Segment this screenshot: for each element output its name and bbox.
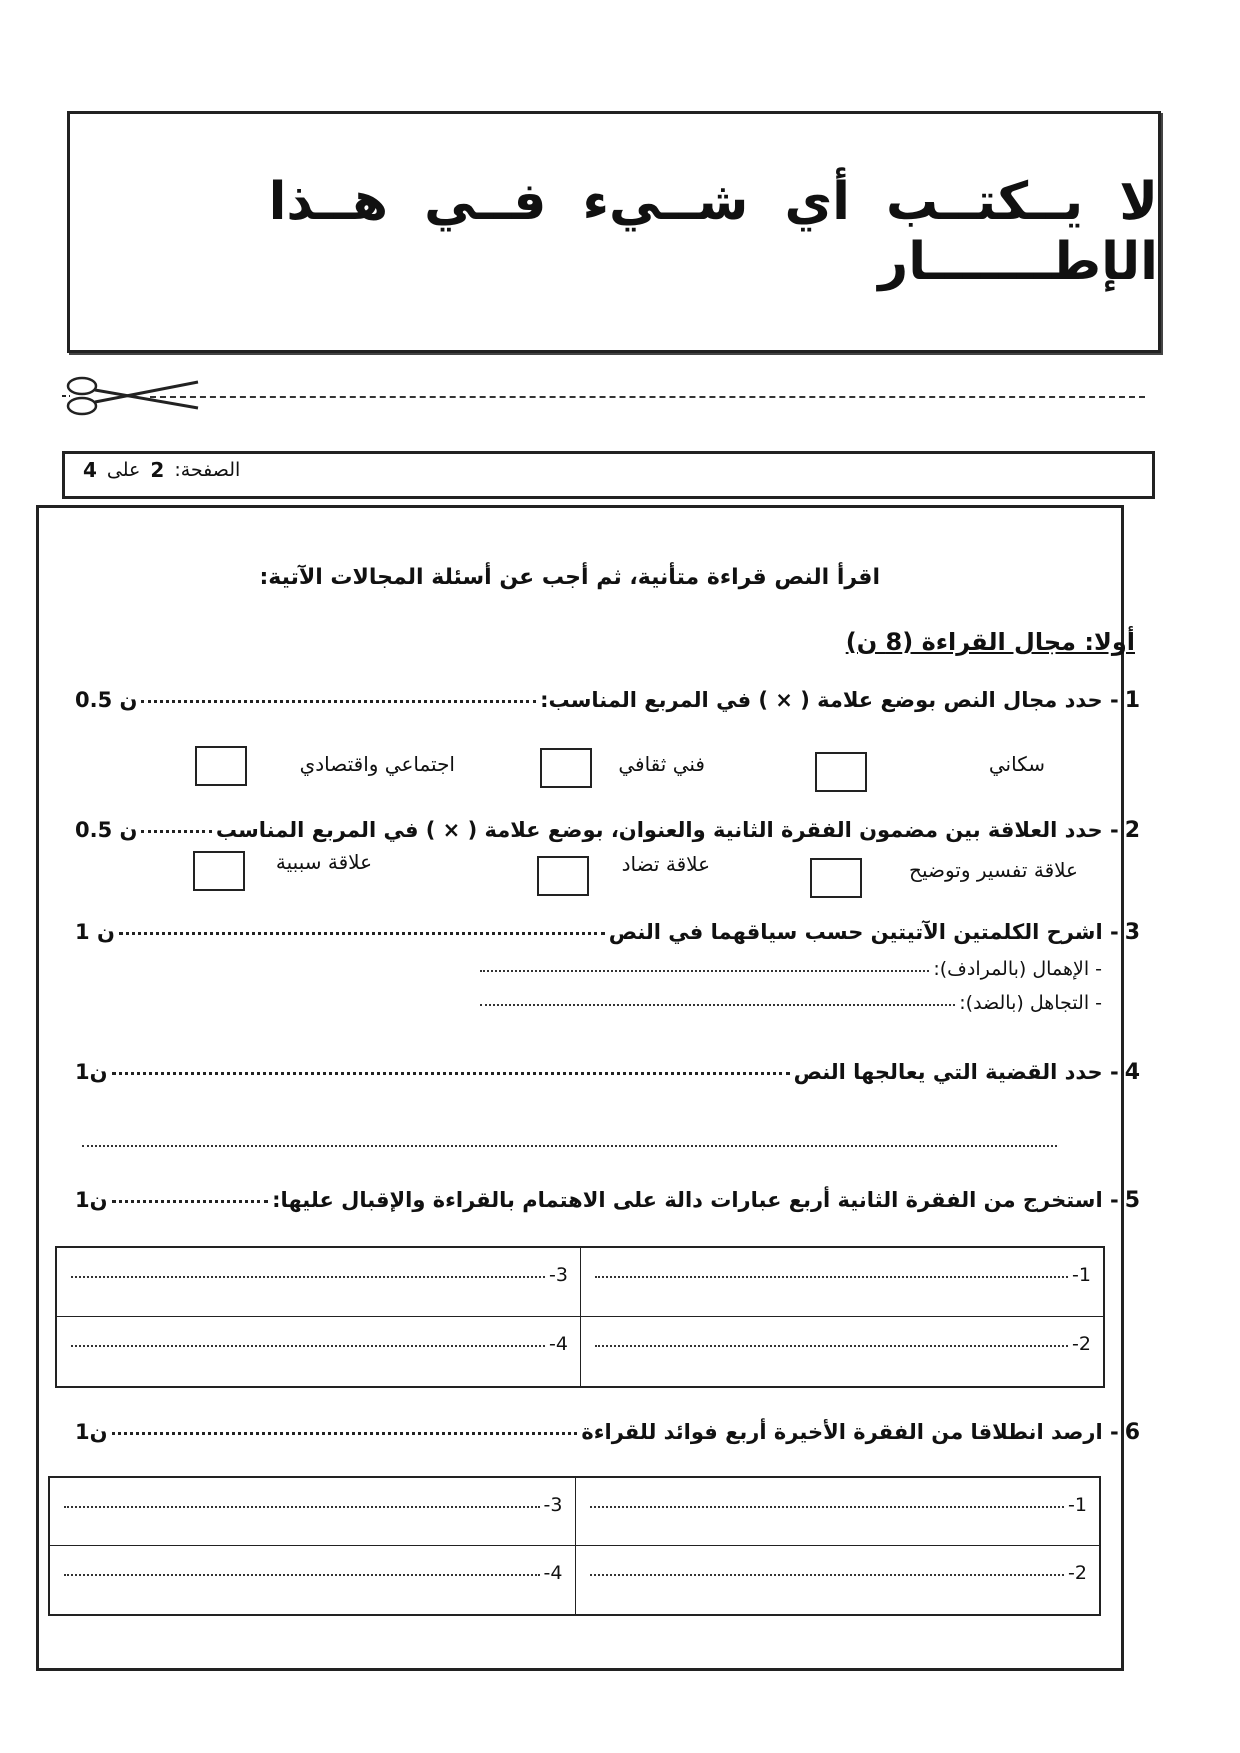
question-4-text: - حدد القضية التي يعالجها النص <box>793 1060 1119 1084</box>
q3-item-1 <box>480 958 1102 980</box>
q3-item-1-label: - الإهمال (بالمرادف): <box>933 958 1102 980</box>
q2-checkbox-2[interactable] <box>537 856 589 896</box>
question-1-number: 1 <box>1124 688 1140 713</box>
q5-cell-4[interactable] <box>57 1317 580 1386</box>
instructions: اقرأ النص قراءة متأنية، ثم أجب عن أسئلة المجالات الآتية: <box>259 565 880 590</box>
q5-cell-2-dots <box>595 1345 1068 1347</box>
q2-option-3: علاقة سببية <box>275 850 372 874</box>
q5-cell-1-number: -1 <box>1072 1264 1091 1286</box>
question-2-text: - حدد العلاقة بين مضمون الفقرة الثانية والعنوان، بوضع علامة ( × ) في المربع المناسب <box>215 818 1119 842</box>
page-number-strip <box>62 451 1155 499</box>
q5-cell-3-dots <box>71 1276 545 1278</box>
q5-cell-2-number: -2 <box>1072 1333 1091 1355</box>
q1-checkbox-3[interactable] <box>195 746 247 786</box>
q6-cell-4-dots <box>64 1574 540 1576</box>
q1-option-3: اجتماعي واقتصادي <box>299 752 455 776</box>
question-1-dots <box>141 700 536 703</box>
q2-option-2: علاقة تضاد <box>621 852 710 876</box>
q6-cell-3-dots <box>64 1506 540 1508</box>
page-total: 4 <box>83 458 97 482</box>
q1-option-2: فني ثقافي <box>618 752 705 776</box>
question-5 <box>75 1188 1140 1213</box>
q5-cell-2[interactable] <box>580 1317 1103 1386</box>
cut-line <box>150 396 1145 398</box>
question-6 <box>75 1420 1140 1445</box>
q3-item-2-label: - التجاهل (بالضد): <box>959 992 1102 1014</box>
question-2-points: 0.5 ن <box>75 818 138 842</box>
q6-cell-1-number: -1 <box>1068 1494 1087 1516</box>
q5-cell-4-dots <box>71 1345 545 1347</box>
q2-checkbox-3[interactable] <box>193 851 245 891</box>
q6-cell-4[interactable] <box>50 1546 575 1614</box>
q6-cell-3-number: -3 <box>543 1494 563 1516</box>
question-4-dots <box>112 1072 790 1075</box>
q2-option-1: علاقة تفسير وتوضيح <box>909 858 1078 882</box>
page-of-label: على <box>106 459 141 481</box>
question-6-number: 6 <box>1124 1420 1140 1445</box>
question-4-points: 1ن <box>75 1060 108 1084</box>
q1-option-1: سكاني <box>988 752 1045 776</box>
question-2 <box>75 818 1140 843</box>
question-3-dots <box>119 932 605 935</box>
q6-cell-2-dots <box>590 1574 1065 1576</box>
q1-checkbox-1[interactable] <box>815 752 867 792</box>
q6-cell-1[interactable] <box>575 1478 1100 1546</box>
q6-cell-2[interactable] <box>575 1546 1100 1614</box>
question-5-points: 1ن <box>75 1188 108 1212</box>
question-6-points: 1ن <box>75 1420 108 1444</box>
q6-cell-4-number: -4 <box>543 1562 563 1584</box>
page-indicator <box>83 458 240 482</box>
question-6-dots <box>112 1432 578 1435</box>
question-6-text: - ارصد انطلاقا من الفقرة الأخيرة أربع فوائد للقراءة <box>581 1420 1119 1444</box>
q2-checkbox-1[interactable] <box>810 858 862 898</box>
q6-answer-table <box>48 1476 1101 1616</box>
q5-cell-3-number: -3 <box>549 1264 568 1286</box>
q4-answer-line[interactable] <box>82 1145 1057 1147</box>
q1-checkbox-2[interactable] <box>540 748 592 788</box>
question-4-number: 4 <box>1124 1060 1140 1085</box>
q6-cell-3[interactable] <box>50 1478 575 1546</box>
section-title: أولا: مجال القراءة (8 ن) <box>845 628 1135 656</box>
question-5-number: 5 <box>1124 1188 1140 1213</box>
do-not-write-frame <box>67 111 1161 353</box>
q5-cell-1-dots <box>595 1276 1068 1278</box>
question-1-text: - حدد مجال النص بوضع علامة ( × ) في المربع المناسب: <box>540 688 1119 712</box>
question-2-dots <box>141 830 211 833</box>
q3-item-2 <box>480 992 1102 1014</box>
question-3-text: - اشرح الكلمتين الآتيتين حسب سياقهما في النص <box>608 920 1119 944</box>
q5-cell-3[interactable] <box>57 1248 580 1317</box>
page-current: 2 <box>150 458 165 482</box>
question-1-points: 0.5 ن <box>75 688 138 712</box>
question-2-number: 2 <box>1124 818 1140 843</box>
q3-item-2-answer[interactable] <box>480 1004 955 1006</box>
question-3 <box>75 920 1140 945</box>
q5-cell-4-number: -4 <box>549 1333 568 1355</box>
question-5-text: - استخرج من الفقرة الثانية أربع عبارات دالة على الاهتمام بالقراءة والإقبال عليها: <box>272 1188 1119 1212</box>
q5-cell-1[interactable] <box>580 1248 1103 1317</box>
question-5-dots <box>112 1200 269 1203</box>
q5-answer-table <box>55 1246 1105 1388</box>
page-label: الصفحة: <box>174 459 241 481</box>
question-4 <box>75 1060 1140 1085</box>
do-not-write-title: لا يــكتــب أي شــيء فــي هــذا الإطـــــــار <box>268 172 1158 292</box>
q6-cell-2-number: -2 <box>1068 1562 1087 1584</box>
question-1 <box>75 688 1140 713</box>
q6-cell-1-dots <box>590 1506 1065 1508</box>
question-3-points: 1 ن <box>75 920 115 944</box>
question-3-number: 3 <box>1124 920 1140 945</box>
q3-item-1-answer[interactable] <box>480 970 929 972</box>
